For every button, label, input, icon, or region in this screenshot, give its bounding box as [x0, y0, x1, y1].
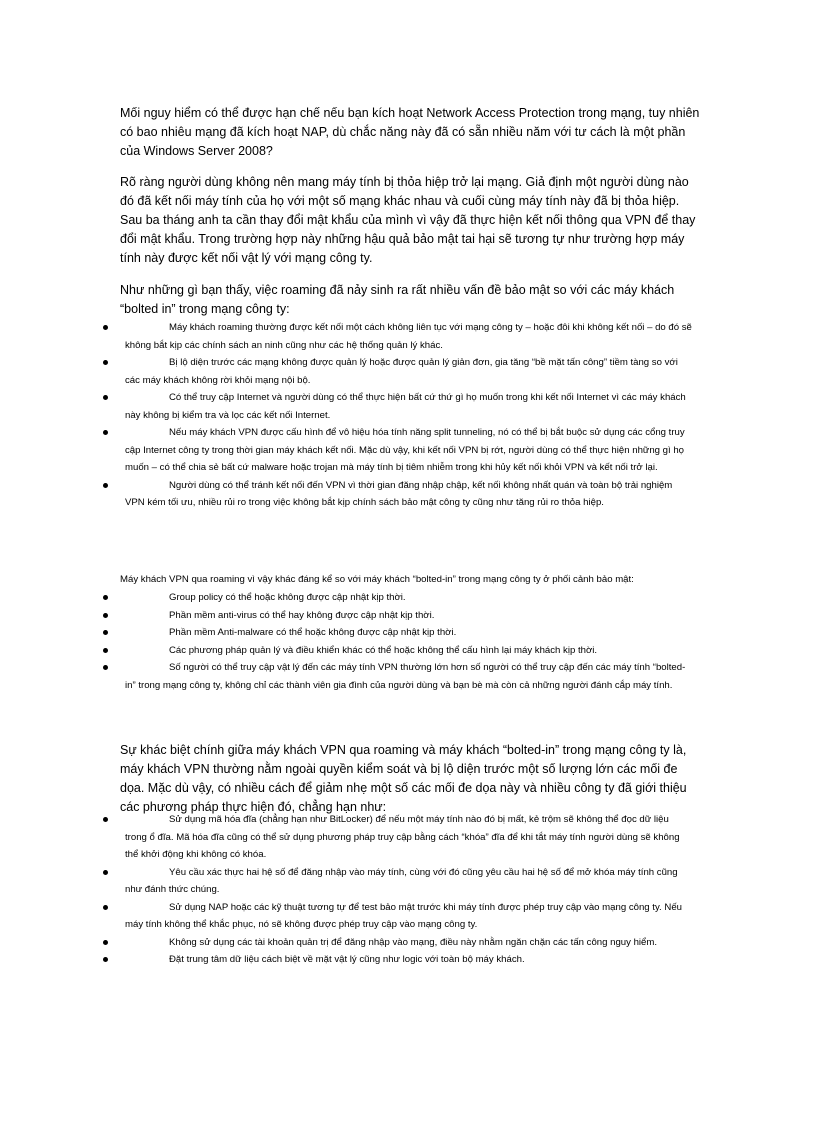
bullet-icon	[103, 817, 108, 822]
bullet-icon	[103, 360, 108, 365]
list-item: Phần mềm Anti-malware có thể hoặc không được cập nhật kịp thời.	[103, 624, 693, 642]
list-item: Các phương pháp quản lý và điều khiển khác có thể hoặc không thể cấu hình lại máy khách kịp thời.	[103, 642, 693, 660]
security-perspective-intro: Máy khách VPN qua roaming vì vậy khác đáng kể so với máy khách “bolted-in” trong mạng công ty ở phối cảnh bảo mật:	[120, 574, 634, 585]
bullet-icon	[103, 430, 108, 435]
bullet-icon	[103, 957, 108, 962]
mitigation-list	[103, 811, 693, 969]
roaming-issues-list	[103, 319, 693, 512]
paragraph-roaming-issues: Như những gì bạn thấy, việc roaming đã nảy sinh ra rất nhiều vấn đề bảo mật so với các máy khách “bolted in” trong mạng công ty:	[120, 283, 675, 316]
list-item: Số người có thể truy cập vật lý đến các máy tính VPN thường lớn hơn số người có thể truy cập đến các máy tính “bolted-in” trong mạng công ty, không chỉ các thành viên gia đình của người dùng và bạn bè mà còn cả những người đánh cắp máy tính.	[103, 659, 693, 694]
paragraph-mitigation-intro: Sự khác biệt chính giữa máy khách VPN qua roaming và máy khách “bolted-in” trong mạng công ty là, máy khách VPN thường nằm ngoài quyền kiểm soát và bị lộ diện trước một số lượng lớn các mối đe dọa. Mặc dù vậy, có nhiều cách để giảm nhẹ một số các mối đe dọa này và nhiều công ty đã giới thiệu các phương pháp thực hiện đó, chẳng hạn như:	[120, 743, 687, 814]
list-item: Yêu cầu xác thực hai hệ số để đăng nhập vào máy tính, cùng với đó cũng yêu cầu hai hệ số để mở khóa máy tính cũng như đánh thức chúng.	[103, 864, 693, 899]
bullet-icon	[103, 940, 108, 945]
bullet-icon	[103, 905, 108, 910]
list-item: Sử dụng mã hóa đĩa (chẳng hạn như BitLocker) để nếu một máy tính nào đó bị mất, kẻ trộm sẽ không thể đọc dữ liệu trong ổ đĩa. Mã hóa đĩa cũng có thể sử dụng phương pháp truy cập bằng cách “khóa” đĩa để khi tắt máy tính người dùng sẽ không thể khởi động khi không có khóa.	[103, 811, 693, 864]
list-item: Đặt trung tâm dữ liệu cách biệt về mặt vật lý cũng như logic với toàn bộ máy khách.	[103, 951, 693, 969]
list-item: Phần mềm anti-virus có thể hay không được cập nhật kịp thời.	[103, 607, 693, 625]
list-item: Bị lộ diện trước các mạng không được quản lý hoặc được quản lý giản đơn, gia tăng “bề mặt tấn công” tiềm tàng so với các máy khách không rời khỏi mạng nội bộ.	[103, 354, 693, 389]
paragraph-compromised-computer: Rõ ràng người dùng không nên mang máy tính bị thỏa hiệp trở lại mạng. Giả định một người dùng nào đó đã kết nối máy tính của họ với một số mạng khác nhau và cuối cùng máy tính này đã bị thỏa hiệp. Sau ba tháng anh ta cần thay đổi mật khẩu của mình vì vậy đã thực hiện kết nối thông qua VPN để thay đổi mật khẩu. Trong trường hợp này những hậu quả bảo mật tai hại sẽ tương tự như trường hợp máy tính này được kết nối vật lý với mạng công ty.	[120, 175, 696, 265]
bullet-icon	[103, 630, 108, 635]
list-item: Không sử dụng các tài khoản quản trị để đăng nhập vào mạng, điều này nhằm ngăn chặn các tấn công nguy hiểm.	[103, 934, 693, 952]
bullet-icon	[103, 665, 108, 670]
bullet-icon	[103, 325, 108, 330]
list-item: Người dùng có thể tránh kết nối đến VPN vì thời gian đăng nhập chập, kết nối không nhất quán và toàn bộ trải nghiệm VPN kém tối ưu, nhiều rủi ro trong việc không bắt kịp chính sách bảo mật công ty cũng như tăng rủi ro thỏa hiệp.	[103, 477, 693, 512]
list-item: Máy khách roaming thường được kết nối một cách không liên tục với mạng công ty – hoặc đôi khi không kết nối – do đó sẽ không bắt kịp các chính sách an ninh cũng như các hệ thống quản lý khác.	[103, 319, 693, 354]
bullet-icon	[103, 648, 108, 653]
bullet-icon	[103, 595, 108, 600]
bullet-icon	[103, 395, 108, 400]
list-item: Sử dụng NAP hoặc các kỹ thuật tương tự để test bảo mật trước khi máy tính được phép truy cập vào mạng công ty. Nếu máy tính không thể khắc phục, nó sẽ không được phép truy cập vào mạng công ty.	[103, 899, 693, 934]
list-item: Nếu máy khách VPN được cấu hình để vô hiệu hóa tính năng split tunneling, nó có thể bị bắt buộc sử dụng các cổng truy cập Internet công ty trong thời gian máy khách kết nối. Mặc dù vậy, khi kết nối VPN bị rớt, người dùng có thể thực hiện những gì họ muốn – có thể chia sẻ bất cứ malware hoặc trojan mà máy tính bị tiêm nhiễm trong khi hủy kết nối khỏi VPN và kết nối trở lại.	[103, 424, 693, 477]
bullet-icon	[103, 483, 108, 488]
bullet-icon	[103, 870, 108, 875]
list-item: Group policy có thể hoặc không được cập nhật kịp thời.	[103, 589, 693, 607]
bullet-icon	[103, 613, 108, 618]
paragraph-nap-intro: Mối nguy hiểm có thể được hạn chế nếu bạn kích hoạt Network Access Protection trong mạng, tuy nhiên có bao nhiêu mạng đã kích hoạt NAP, dù chắc năng này đã có sẵn nhiều năm với tư cách là một phần của Windows Server 2008?	[120, 106, 700, 158]
list-item: Có thể truy cập Internet và người dùng có thể thực hiện bất cứ thứ gì họ muốn trong khi kết nối Internet vì các máy khách này không bị kiểm tra và lọc các kết nối Internet.	[103, 389, 693, 424]
security-perspective-list	[103, 589, 693, 694]
